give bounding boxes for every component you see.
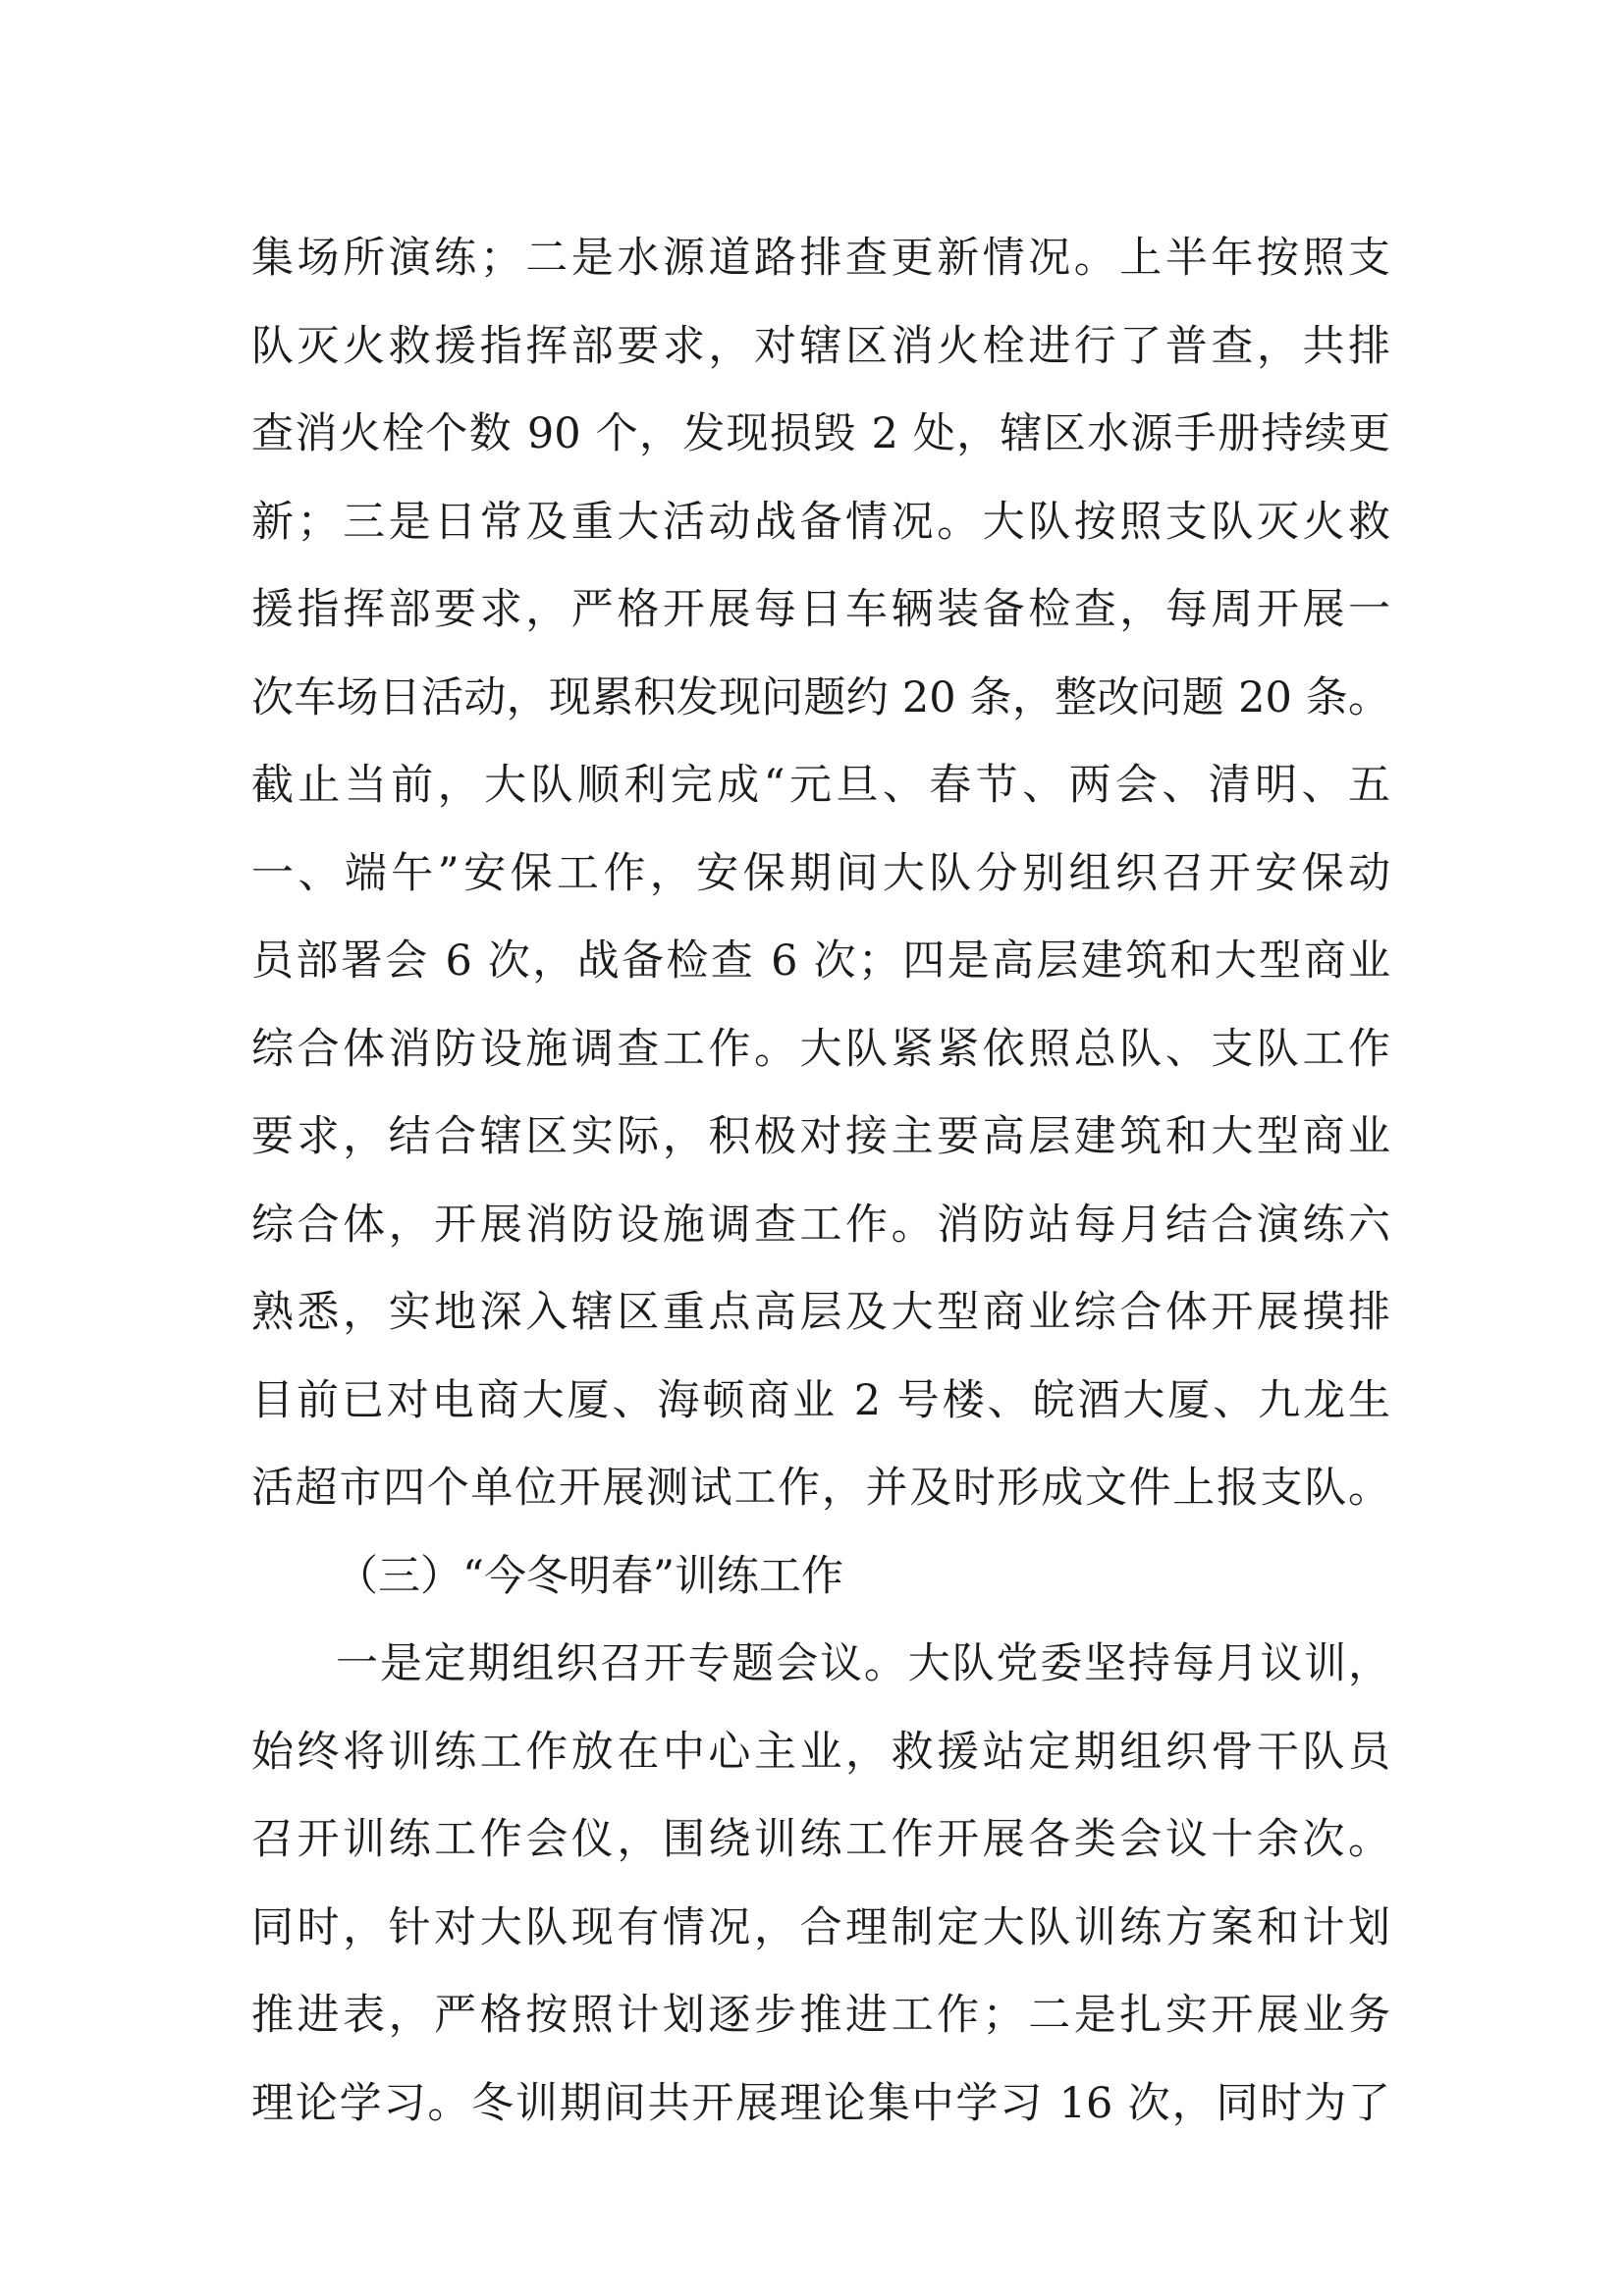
paragraph-line: 活超市四个单位开展测试工作，并及时形成文件上报支队。 (251, 1464, 1390, 1513)
paragraph-line: 要求，结合辖区实际，积极对接主要高层建筑和大型商业 (251, 1112, 1390, 1161)
paragraph-line: 推进表，严格按照计划逐步推进工作；二是扎实开展业务 (251, 1991, 1390, 2040)
section-heading: （三）“今冬明春”训练工作 (336, 1551, 843, 1601)
paragraph-line: 队灭火救援指挥部要求，对辖区消火栓进行了普查，共排 (251, 321, 1390, 371)
paragraph-line: 援指挥部要求，严格开展每日车辆装备检查，每周开展一 (251, 585, 1390, 634)
paragraph-line: 同时，针对大队现有情况，合理制定大队训练方案和计划 (251, 1902, 1390, 1952)
paragraph-line: 查消火栓个数 90 个，发现损毁 2 处，辖区水源手册持续更 (251, 409, 1390, 458)
paragraph-line: 员部署会 6 次，战备检查 6 次；四是高层建筑和大型商业 (251, 936, 1390, 986)
paragraph-line: 集场所演练；二是水源道路排查更新情况。上半年按照支 (251, 234, 1390, 283)
document-body (251, 215, 1390, 2148)
paragraph-line: 一、端午”安保工作，安保期间大队分别组织召开安保动 (251, 848, 1390, 898)
paragraph-line: 综合体消防设施调查工作。大队紧紧依照总队、支队工作 (251, 1024, 1390, 1074)
paragraph-line: 理论学习。冬训期间共开展理论集中学习 16 次，同时为了 (251, 2078, 1390, 2128)
paragraph-line: 目前已对电商大厦、海顿商业 2 号楼、皖酒大厦、九龙生 (251, 1375, 1390, 1425)
paragraph-line: 始终将训练工作放在中心主业，救援站定期组织骨干队员 (251, 1727, 1390, 1777)
paragraph-line: 截止当前，大队顺利完成“元旦、春节、两会、清明、五 (251, 761, 1390, 810)
paragraph-line: 综合体，开展消防设施调查工作。消防站每月结合演练六 (251, 1200, 1390, 1250)
paragraph-line: 召开训练工作会仪，围绕训练工作开展各类会议十余次。 (251, 1815, 1390, 1864)
paragraph-line: 新；三是日常及重大活动战备情况。大队按照支队灭火救 (251, 497, 1390, 547)
paragraph-line: 熟悉，实地深入辖区重点高层及大型商业综合体开展摸排 (251, 1288, 1390, 1337)
paragraph-line: 一是定期组织召开专题会议。大队党委坚持每月议训， (336, 1639, 1390, 1688)
paragraph-line: 次车场日活动，现累积发现问题约 20 条，整改问题 20 条。 (251, 672, 1390, 722)
